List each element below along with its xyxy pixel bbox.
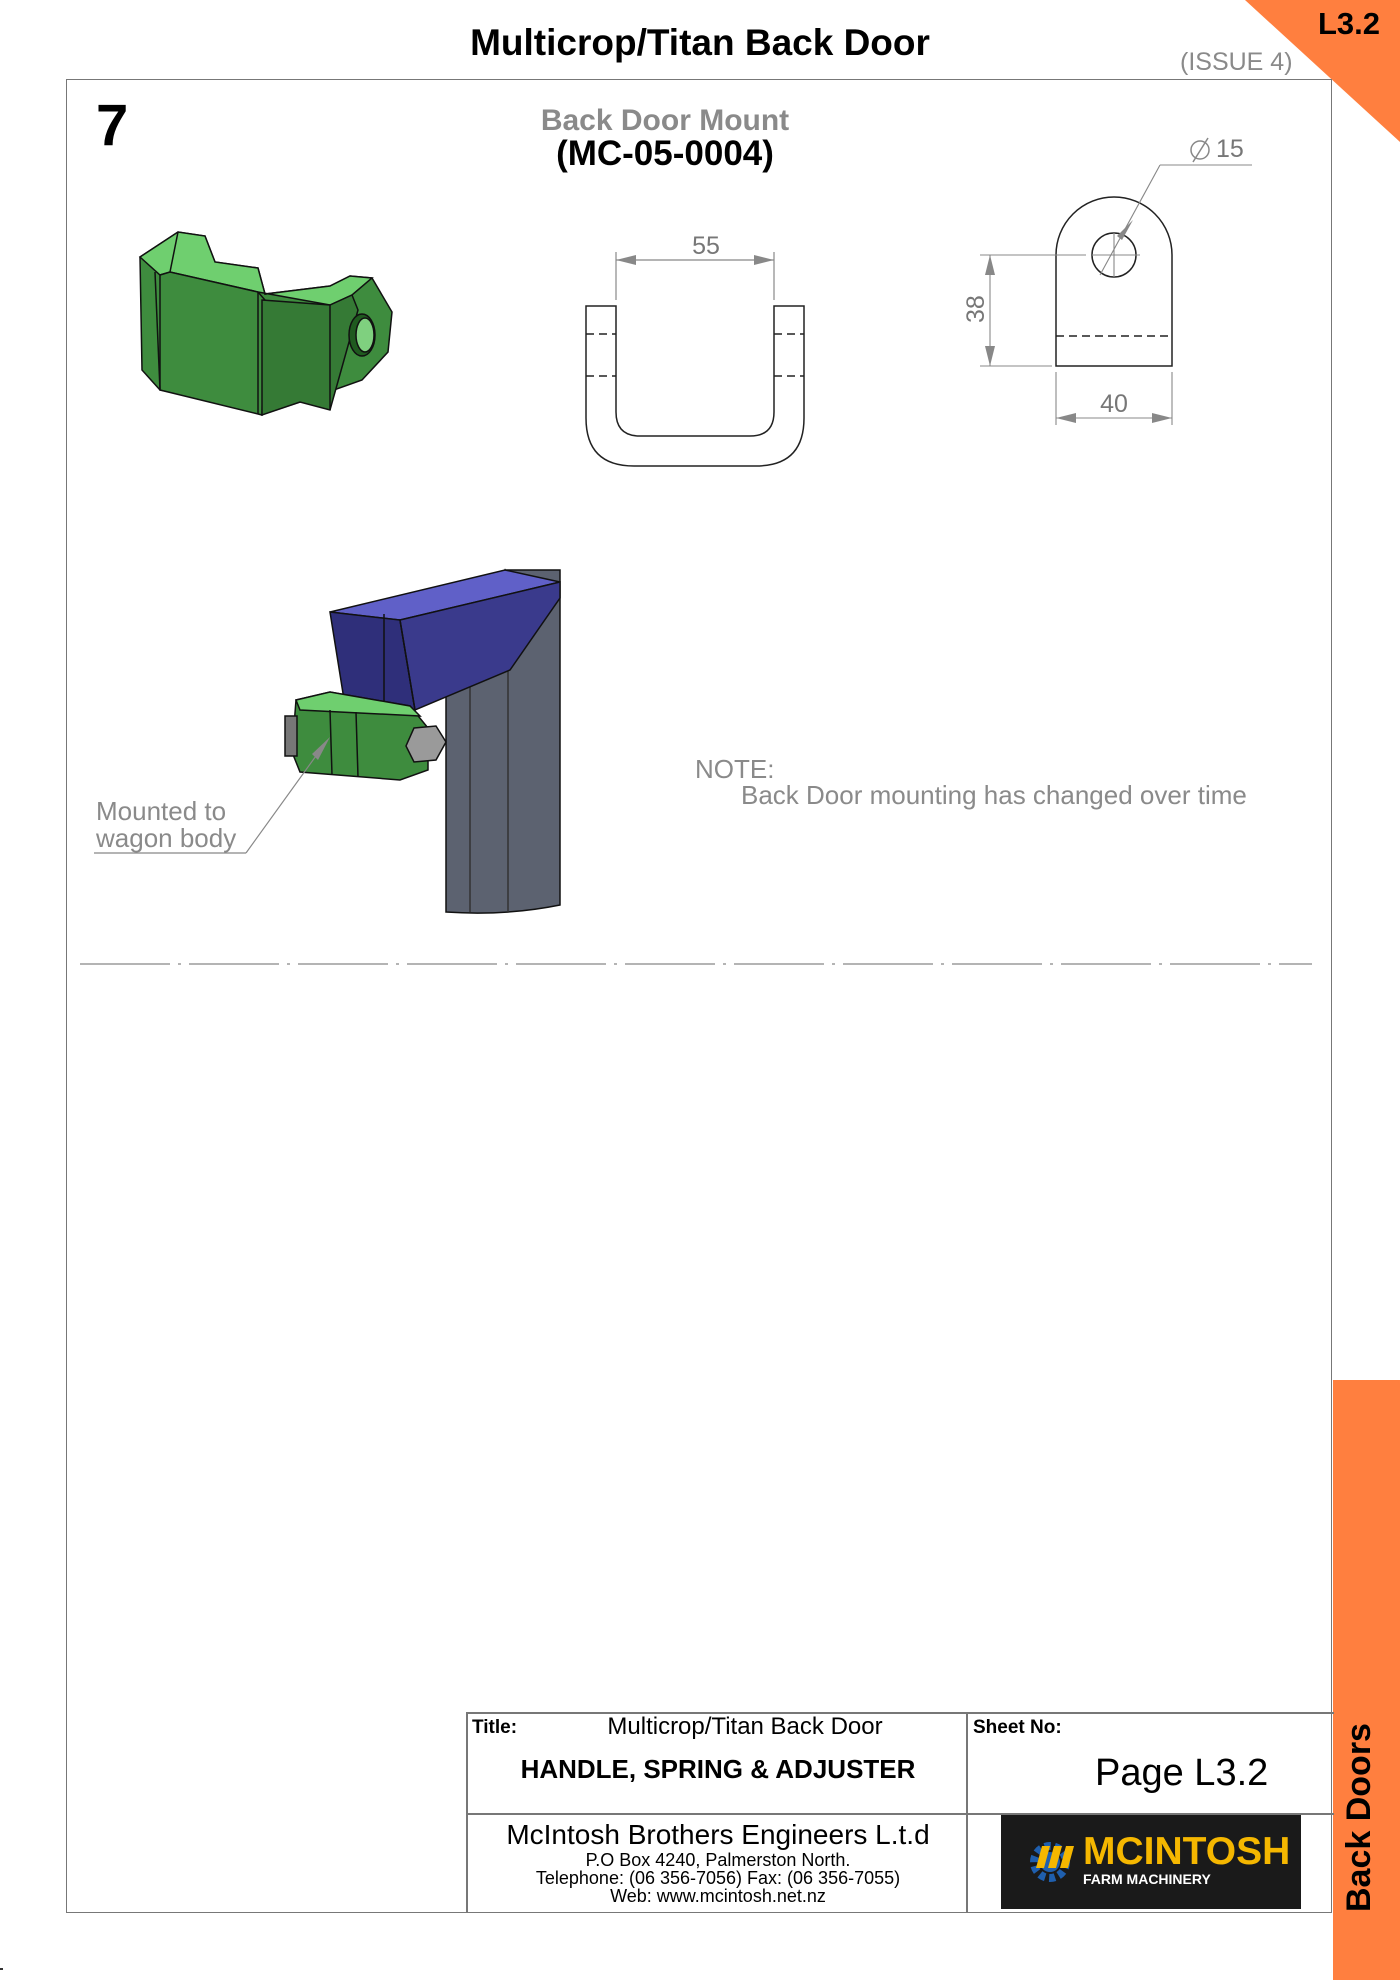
dimension-width: 55 (692, 232, 720, 260)
bracket-3d-illustration (140, 232, 392, 415)
logo-tagline: FARM MACHINERY (1083, 1871, 1211, 1887)
gear-logo-icon (1028, 1836, 1078, 1886)
dimension-hole-diameter: 15 (1216, 135, 1244, 163)
bracket-side-view (980, 138, 1252, 425)
callout-line-2: wagon body (96, 823, 237, 853)
title-label: Title: (472, 1717, 518, 1738)
callout-label (96, 798, 236, 852)
detail-number: 7 (96, 93, 129, 158)
dimension-depth: 40 (1100, 390, 1128, 418)
side-tab-label: Back Doors (1340, 1723, 1378, 1912)
dimension-height: 38 (962, 295, 990, 323)
page-title: Multicrop/Titan Back Door (470, 22, 930, 63)
company-name: McIntosh Brothers Engineers L.t.d (506, 1819, 930, 1850)
company-address: P.O Box 4240, Palmerston North. (585, 1850, 851, 1870)
company-phone: Telephone: (06 356-7056) Fax: (06 356-7055) (535, 1868, 901, 1888)
drawing-subtitle: HANDLE, SPRING & ADJUSTER (520, 1754, 916, 1784)
note-text: Back Door mounting has changed over time (741, 780, 1247, 810)
sheet-label: Sheet No: (973, 1717, 1062, 1738)
part-name: Back Door Mount (540, 104, 790, 137)
note-title: NOTE: (695, 754, 775, 784)
company-web[interactable]: Web: www.mcintosh.net.nz (610, 1886, 826, 1906)
issue-label: (ISSUE 4) (1180, 48, 1293, 76)
margin-tick (0, 1968, 3, 1970)
bracket-front-view (586, 252, 804, 466)
logo-wordmark: MCINTOSH (1083, 1830, 1291, 1873)
title-value: Multicrop/Titan Back Door (607, 1713, 883, 1740)
callout-line-1: Mounted to (96, 796, 227, 826)
part-code: (MC-05-0004) (556, 134, 774, 173)
page-code-badge: L3.2 (1318, 6, 1381, 41)
sheet-number: Page L3.2 (1095, 1752, 1269, 1794)
